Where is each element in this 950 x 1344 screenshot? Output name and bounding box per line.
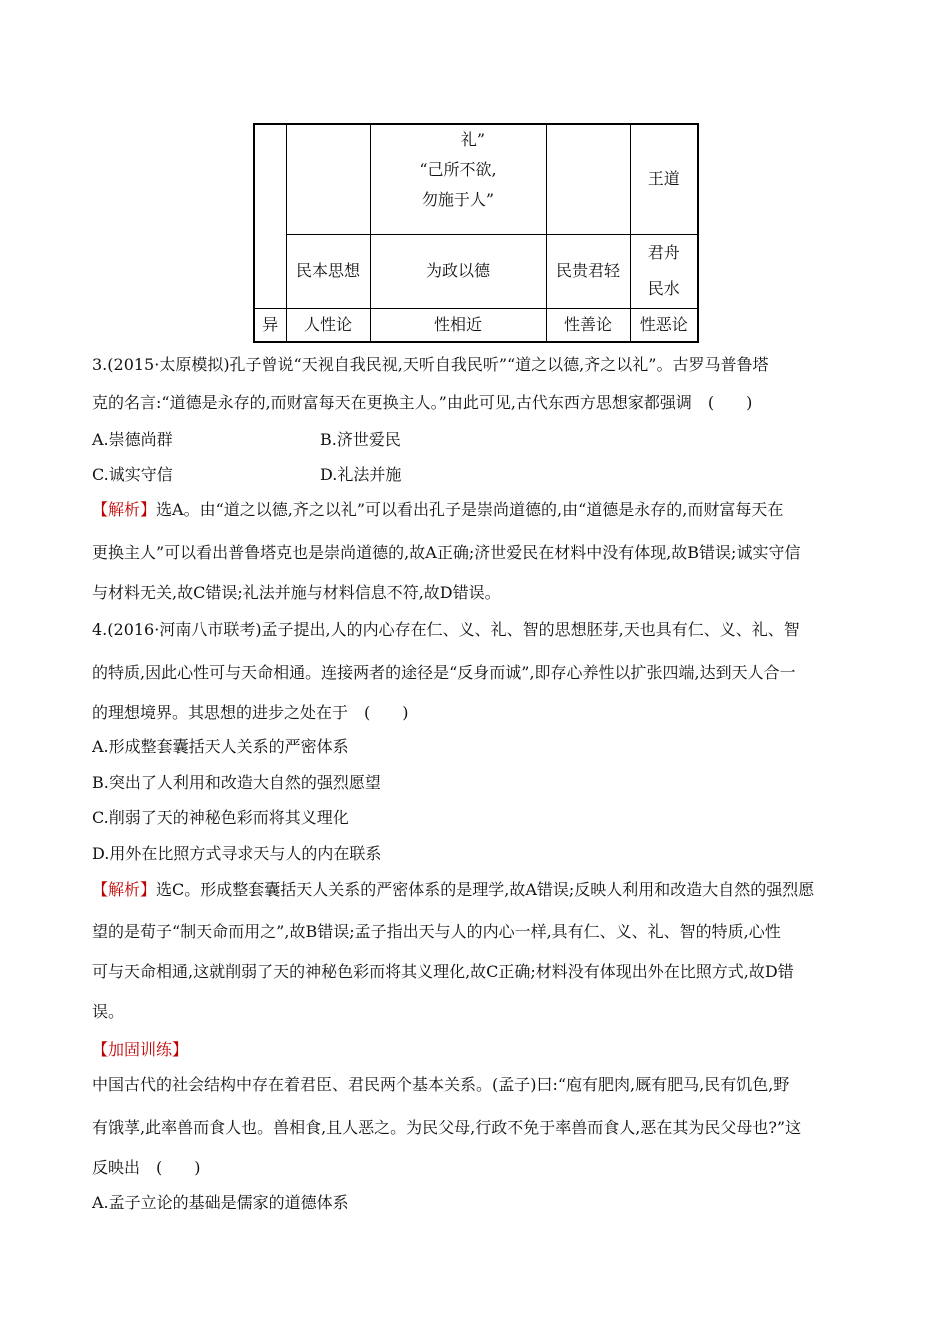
cell-text: 民水 [647, 279, 680, 298]
analysis-tag: 【解析】 [92, 880, 157, 899]
question-4-analysis-line-2: 望的是荀子“制天命而用之”,故B错误;孟子指出天与人的内心一样,具有仁、义、礼、智的特质,心性 [92, 922, 781, 941]
analysis-text: 选A。由“道之以德,齐之以礼”可以看出孔子是崇尚道德的,由“道德是永存的,而财富每天在 [156, 500, 784, 519]
reinforce-line-2: 有饿莩,此率兽而食人也。兽相食,且人恶之。为民父母,行政不免于率兽而食人,恶在其为民父母也?”这 [92, 1118, 802, 1137]
question-4-analysis-line-1 [92, 880, 872, 900]
table-cell [370, 124, 546, 234]
question-3-option-d: D.礼法并施 [320, 465, 402, 484]
table-row [254, 308, 698, 342]
cell-text: 君舟 [647, 243, 680, 262]
question-4-analysis-line-4: 误。 [92, 1002, 125, 1021]
question-3-option-c: C.诚实守信 [92, 465, 173, 484]
table-cell: 异 [254, 308, 286, 342]
question-3-analysis-line-1 [92, 500, 872, 520]
analysis-text: 选C。形成整套囊括天人关系的严密体系的是理学,故A错误;反映人利用和改造大自然的强烈愿 [156, 880, 815, 899]
question-4-option-a: A.形成整套囊括天人关系的严密体系 [92, 737, 349, 756]
cell-text: 勿施于人” [421, 190, 495, 209]
table-cell: 人性论 [286, 308, 370, 342]
table-cell [254, 124, 286, 308]
table-row [254, 234, 698, 308]
question-3-option-a: A.崇德尚群 [92, 430, 173, 449]
question-3-analysis-line-2: 更换主人”可以看出普鲁塔克也是崇尚道德的,故A正确;济世爱民在材料中没有体现,故B错误;诚实守信 [92, 543, 801, 562]
analysis-tag: 【解析】 [92, 500, 157, 519]
table-cell: 性相近 [370, 308, 546, 342]
table-cell: 民本思想 [286, 234, 370, 308]
question-4-option-d: D.用外在比照方式寻求天与人的内在联系 [92, 844, 382, 863]
table-cell [546, 124, 630, 234]
question-4-line-3: 的理想境界。其思想的进步之处在于 ( ) [92, 703, 409, 722]
question-3-line-1: 3.(2015·太原模拟)孔子曾说“天视自我民视,天听自我民听”“道之以德,齐之以礼”。古罗马普鲁塔 [92, 355, 769, 374]
table-cell [286, 124, 370, 234]
reinforce-heading: 【加固训练】 [92, 1040, 189, 1059]
table-cell [630, 234, 698, 308]
question-4-option-b: B.突出了人利用和改造大自然的强烈愿望 [92, 773, 381, 792]
table-cell: 性善论 [546, 308, 630, 342]
table-cell: 为政以德 [370, 234, 546, 308]
question-4-analysis-line-3: 可与天命相通,这就削弱了天的神秘色彩而将其义理化,故C正确;材料没有体现出外在比照方式,故D错 [92, 962, 794, 981]
cell-text: 礼” [460, 130, 486, 149]
question-3-line-2: 克的名言:“道德是永存的,而财富每天在更换主人。”由此可见,古代东西方思想家都强调 ( ) [92, 393, 753, 412]
question-4-line-1: 4.(2016·河南八市联考)孟子提出,人的内心存在仁、义、礼、智的思想胚芽,天也具有仁、义、礼、智 [92, 620, 800, 639]
question-4-line-2: 的特质,因此心性可与天命相通。连接两者的途径是“反身而诚”,即存心养性以扩张四端,达到天人合一 [92, 663, 796, 682]
table-cell: 王道 [630, 124, 698, 234]
comparison-table [253, 123, 699, 343]
question-3-option-b: B.济世爱民 [320, 430, 401, 449]
question-3-analysis-line-3: 与材料无关,故C错误;礼法并施与材料信息不符,故D错误。 [92, 583, 501, 602]
cell-text: “己所不欲, [419, 160, 497, 179]
table-cell: 民贵君轻 [546, 234, 630, 308]
table-cell: 性恶论 [630, 308, 698, 342]
question-4-option-c: C.削弱了天的神秘色彩而将其义理化 [92, 808, 349, 827]
reinforce-line-1: 中国古代的社会结构中存在着君臣、君民两个基本关系。(孟子)曰:“庖有肥肉,厩有肥马,民有饥色,野 [92, 1075, 790, 1094]
reinforce-line-3: 反映出 ( ) [92, 1158, 201, 1177]
table-row [254, 124, 698, 234]
reinforce-option-a: A.孟子立论的基础是儒家的道德体系 [92, 1193, 349, 1212]
